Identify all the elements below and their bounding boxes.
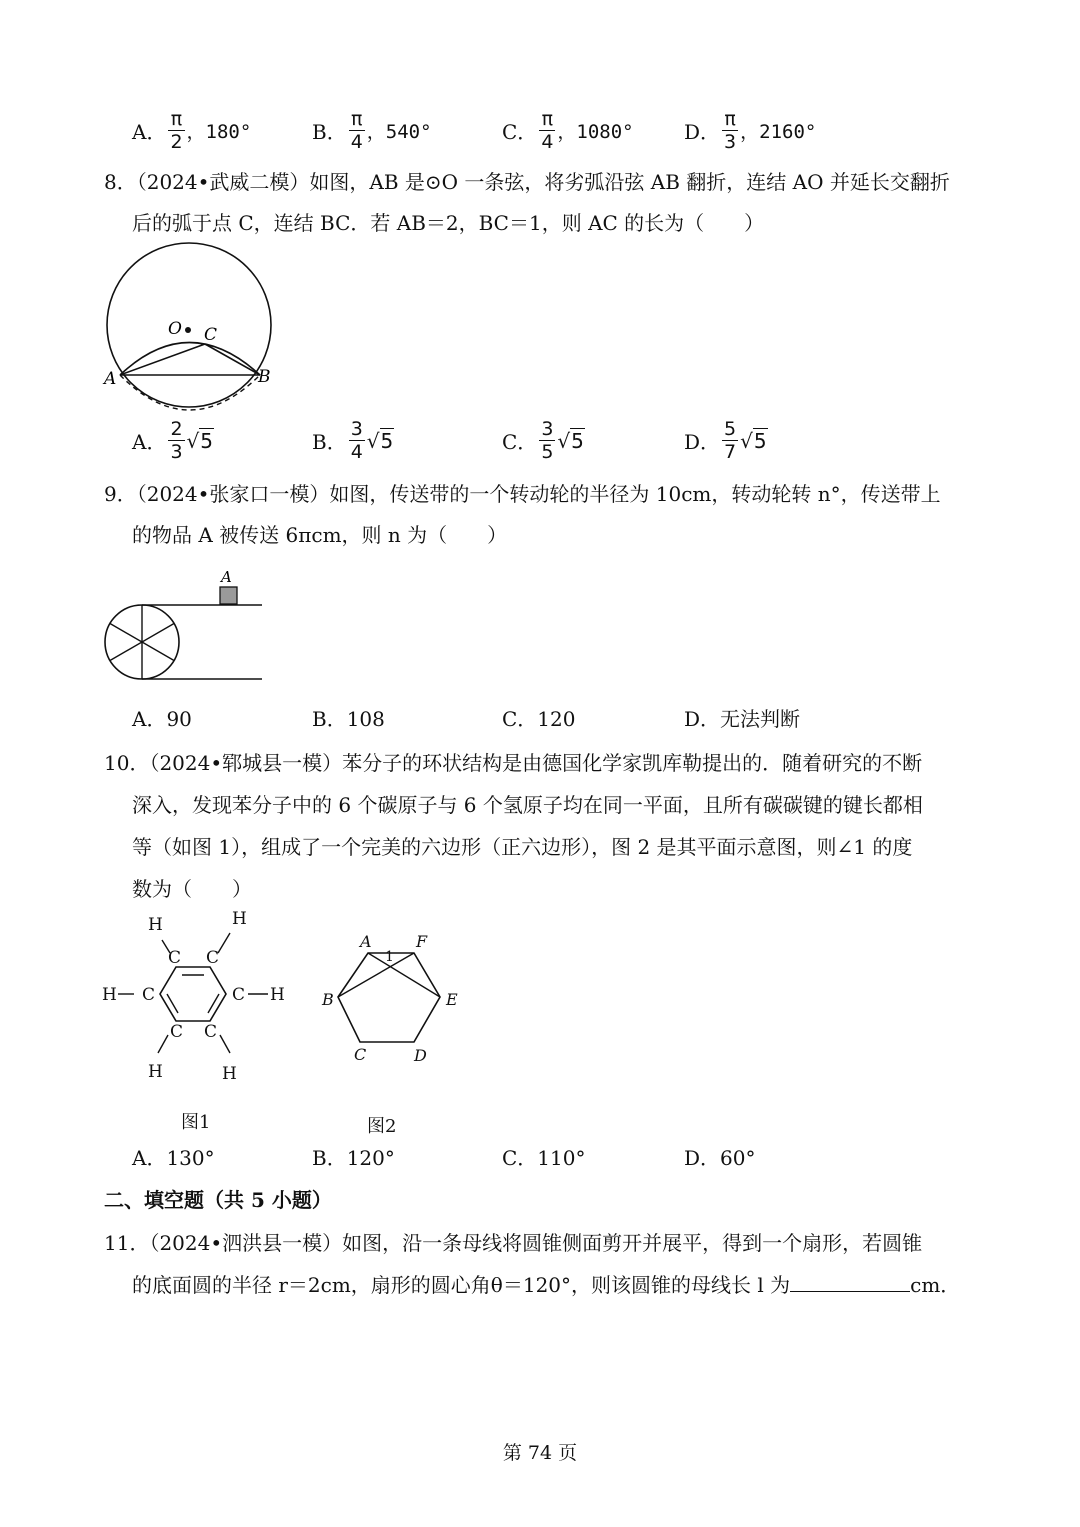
option-letter: D． — [684, 120, 721, 144]
label-a: A — [104, 369, 117, 389]
main-circle — [107, 243, 271, 407]
fig2-caption: 图2 — [367, 1116, 397, 1137]
q7-option-b — [312, 108, 432, 153]
q8-option-a — [132, 418, 214, 463]
q10-stem-line2: 深入，发现苯分子中的 6 个碳原子与 6 个氢原子均在同一平面，且所有碳碳键的键长都相 — [132, 793, 923, 817]
answer-blank[interactable] — [790, 1271, 910, 1292]
q9-option-b: B．108 — [312, 707, 385, 731]
q11-text-before-blank: 的底面圆的半径 r＝2cm，扇形的圆心角θ＝120°，则该圆锥的母线长 l 为 — [132, 1273, 791, 1297]
option-letter: A． — [132, 430, 167, 454]
sqrt: √5 — [557, 428, 584, 453]
q11-unit: cm． — [910, 1273, 961, 1297]
option-letter: B． — [312, 120, 347, 144]
carbon-atom: C — [206, 948, 220, 968]
label-c: C — [354, 1045, 367, 1064]
fraction: $\frac{\pi}{2}$ — [170, 108, 183, 153]
fraction: $\frac{\pi}{4}$ — [541, 108, 554, 153]
fraction: $\frac{\pi}{4}$ — [350, 108, 363, 153]
center-point — [185, 327, 191, 333]
option-letter: B． — [312, 430, 347, 454]
label-a: A — [360, 932, 372, 951]
sqrt: √5 — [740, 428, 767, 453]
q10-option-d: D．60° — [684, 1146, 756, 1170]
label-a: A — [221, 568, 232, 586]
q9-option-a: A．90 — [132, 707, 192, 731]
hydrogen-atom: H — [102, 985, 117, 1005]
hydrogen-atom: H — [222, 1064, 237, 1084]
q10-option-a: A．130° — [132, 1146, 215, 1170]
q9-stem-line2: 的物品 A 被传送 6πcm，则 n 为（ ） — [132, 523, 508, 547]
section-heading — [104, 1186, 332, 1214]
ch-bond — [220, 1035, 230, 1053]
q11-stem-line1: 11．（2024•泗洪县一模）如图，沿一条母线将圆锥侧面剪开并展平，得到一个扇形，若圆锥 — [104, 1231, 923, 1255]
q8-option-b — [312, 418, 394, 463]
q10-benzene-figure — [98, 905, 298, 1090]
degree-value: ，1080° — [557, 121, 634, 143]
label-d: D — [414, 1046, 427, 1065]
fraction: $\frac{3}{4}$ — [350, 418, 363, 463]
hydrogen-atom: H — [148, 1062, 163, 1082]
label-o: O — [168, 319, 182, 339]
fraction: $\frac{3}{5}$ — [541, 418, 554, 463]
option-letter: D． — [684, 430, 721, 454]
hydrogen-atom: H — [270, 985, 285, 1005]
ch-bond — [218, 933, 230, 953]
sqrt: √5 — [186, 428, 214, 453]
q10-hexagon-figure — [318, 925, 468, 1070]
fraction: $\frac{\pi}{3}$ — [724, 108, 737, 153]
option-letter: C． — [502, 120, 538, 144]
carbon-atom: C — [168, 948, 182, 968]
q7-option-d — [684, 108, 816, 153]
fraction: $\frac{5}{7}$ — [724, 418, 737, 463]
carbon-atom: C — [204, 1022, 218, 1042]
q8-option-c — [502, 418, 585, 463]
diagonal-bf — [338, 953, 414, 997]
hydrogen-atom: H — [232, 909, 247, 929]
fraction: $\frac{2}{3}$ — [170, 418, 183, 463]
hydrogen-atom: H — [148, 915, 163, 935]
label-e: E — [446, 990, 458, 1009]
label-c: C — [204, 325, 218, 345]
carbon-atom: C — [142, 985, 156, 1005]
q8-option-d — [684, 418, 768, 463]
section-heading-prefix: 二、填空题（共 — [104, 1188, 251, 1212]
ch-bond — [158, 1035, 168, 1053]
q9-option-d: D．无法判断 — [684, 707, 801, 731]
carbon-atom: C — [232, 985, 246, 1005]
diagonal-ae — [368, 953, 440, 997]
segment-bc — [205, 344, 260, 375]
degree-value: ，180° — [186, 121, 252, 143]
q8-stem-line2: 后的弧于点 C，连结 BC．若 AB＝2，BC＝1，则 AC 的长为（ ） — [132, 211, 765, 235]
angle-1-label: 1 — [385, 949, 394, 965]
option-letter: C． — [502, 430, 538, 454]
q7-option-a — [132, 108, 251, 153]
q10-option-c: C．110° — [502, 1146, 586, 1170]
label-f: F — [416, 932, 428, 951]
fig1-caption: 图1 — [181, 1112, 211, 1133]
page-footer: 第 74 页 — [502, 1442, 578, 1464]
item-a-box — [220, 587, 237, 604]
q9-stem-line1: 9．（2024•张家口一模）如图，传送带的一个转动轮的半径为 10cm，转动轮转 n°，传送带上 — [104, 482, 941, 506]
degree-value: ，540° — [366, 121, 432, 143]
q10-stem-line4: 数为（ ） — [132, 877, 252, 901]
minor-arc-dashed — [120, 375, 260, 410]
degree-value: ，2160° — [740, 121, 817, 143]
q11-stem-line2 — [132, 1271, 960, 1299]
q10-option-b: B．120° — [312, 1146, 395, 1170]
q9-conveyor-figure — [100, 565, 270, 690]
segment-ac — [120, 344, 205, 375]
section-heading-suffix: 小题） — [264, 1188, 332, 1212]
q10-stem-line3: 等（如图 1），组成了一个完美的六边形（正六边形），图 2 是其平面示意图，则∠1 的度 — [132, 835, 913, 859]
sqrt: √5 — [366, 428, 394, 453]
q9-option-c: C．120 — [502, 707, 576, 731]
label-b: B — [322, 990, 334, 1009]
q10-stem-line1: 10．（2024•郓城县一模）苯分子的环状结构是由德国化学家凯库勒提出的．随着研究的不断 — [104, 751, 923, 775]
q8-stem-line1: 8．（2024•武威二模）如图，AB 是⊙O 一条弦，将劣弧沿弦 AB 翻折，连结 AO 并延长交翻折 — [104, 170, 950, 194]
label-b: B — [258, 367, 271, 387]
folded-arc — [120, 343, 260, 376]
carbon-atom: C — [170, 1022, 184, 1042]
q7-option-c — [502, 108, 634, 153]
option-letter: A． — [132, 120, 167, 144]
section-heading-count: 5 — [250, 1188, 265, 1212]
q8-circle-figure — [100, 240, 280, 420]
